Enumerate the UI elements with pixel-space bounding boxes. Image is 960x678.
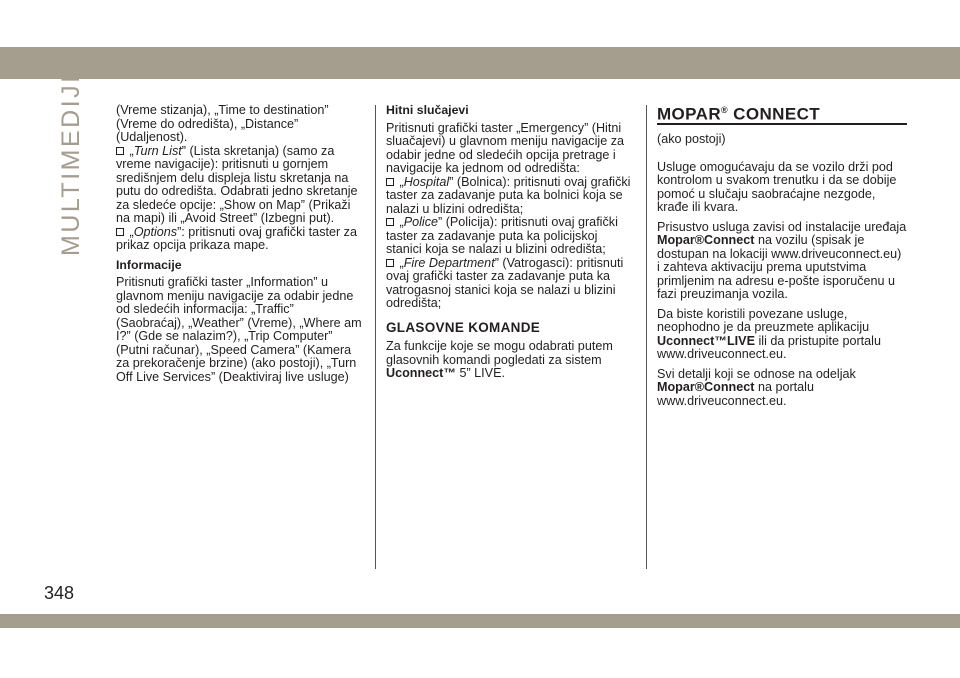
column-divider-1: [375, 105, 376, 569]
section-heading: GLASOVNE KOMANDE: [386, 319, 541, 335]
paragraph: Za funkcije koje se mogu odabrati putem glasovnih komandi pogledati za sistem Uconnect™ 5” LIVE.: [386, 339, 613, 380]
section-heading: Informacije: [116, 257, 182, 272]
paragraph: Da biste koristili povezane usluge, neophodno je da preuzmete aplikaciju Uconnect™LIVE ili da pristupite portalu www.driveuconnect.eu.: [657, 306, 881, 362]
paragraph: (ako postoji): [657, 132, 726, 147]
paragraph: Usluge omogućavaju da se vozilo drži pod kontrolom u svakom trenutku i da se dobije pomoć u slučaju saobraćajne nezgode, krađe ili kvara.: [657, 159, 897, 215]
section-title: MOPAR® CONNECT: [657, 104, 907, 125]
paragraph: Pritisnuti grafički taster „Information” u glavnom meniju navigacije za odabir jedne od sledećih informacija: „Traffic” (Saobraćaj), „Weather” (Vreme), „Where am I?” (Gde se nalazim?), „Trip Computer” (Putni računar), „Speed Camera” (Kamera za prekoračenje brzine) (ako postoji), „Turn Off Live Services” (Deaktiviraj live usluge): [116, 275, 362, 384]
section-heading: Hitni slučajevi: [386, 103, 469, 117]
checkbox-bullet-icon: [116, 228, 124, 236]
list-item: „Police” (Policija): pritisnuti ovaj grafički taster za zadavanje puta ka policijskoj stanici koja se nalazi u blizini odredišta;: [386, 215, 618, 256]
column-1: [116, 104, 364, 390]
checkbox-bullet-icon: [116, 147, 124, 155]
footer-band: [0, 614, 960, 628]
checkbox-bullet-icon: [386, 259, 394, 267]
section-side-label: MULTIMEDIJI: [57, 73, 85, 256]
column-2: [386, 104, 636, 387]
list-item: „Options”: pritisnuti ovaj grafički taster za prikaz opcija prikaza mape.: [116, 224, 357, 252]
paragraph: Pritisnuti grafički taster „Emergency” (Hitni sluačajevi) u glavnom meniju navigacije za odabir jedne od sledećih opcija pretrage i navigacije ka jednom od odredišta:: [386, 120, 625, 175]
checkbox-bullet-icon: [386, 218, 394, 226]
page-number: 348: [44, 583, 75, 603]
checkbox-bullet-icon: [386, 178, 394, 186]
list-item: „Turn List” (Lista skretanja) (samo za vreme navigacije): pritisnuti u gornjem središnjem delu displeja listu skretanja na putu do odredišta. Odabrati jedno skretanje za sledeće opcije: „Show on Map” (Prikaži na mapi) ili „Avoid Street” (Izbegni put).: [116, 143, 358, 225]
column-divider-2: [646, 105, 647, 569]
paragraph: Svi detalji koji se odnose na odeljak Mopar®Connect na portalu www.driveuconnect.eu.: [657, 366, 856, 408]
list-item: „Fire Department” (Vatrogasci): pritisnuti ovaj grafički taster za zadavanje puta ka vatrogasnoj stanici koja se nalazi u blizini odredišta;: [386, 255, 624, 310]
list-item: „Hospital” (Bolnica): pritisnuti ovaj grafički taster za zadavanje puta ka bolnici koja se nalazi u blizini odredišta;: [386, 174, 631, 216]
column-3: [657, 104, 907, 414]
paragraph: (Vreme stizanja), „Time to destination” (Vreme do odredišta), „Distance” (Udaljenost).: [116, 103, 329, 144]
paragraph: Prisustvo usluga zavisi od instalacije uređaja Mopar®Connect na vozilu (spisak je dostupan na lokaciji www.driveuconnect.eu) i zahteva aktivaciju prema uputstvima primljenim na adresu e-pošte isporučenu u fazi preuzimanja vozila.: [657, 219, 907, 302]
header-band: [0, 47, 960, 79]
